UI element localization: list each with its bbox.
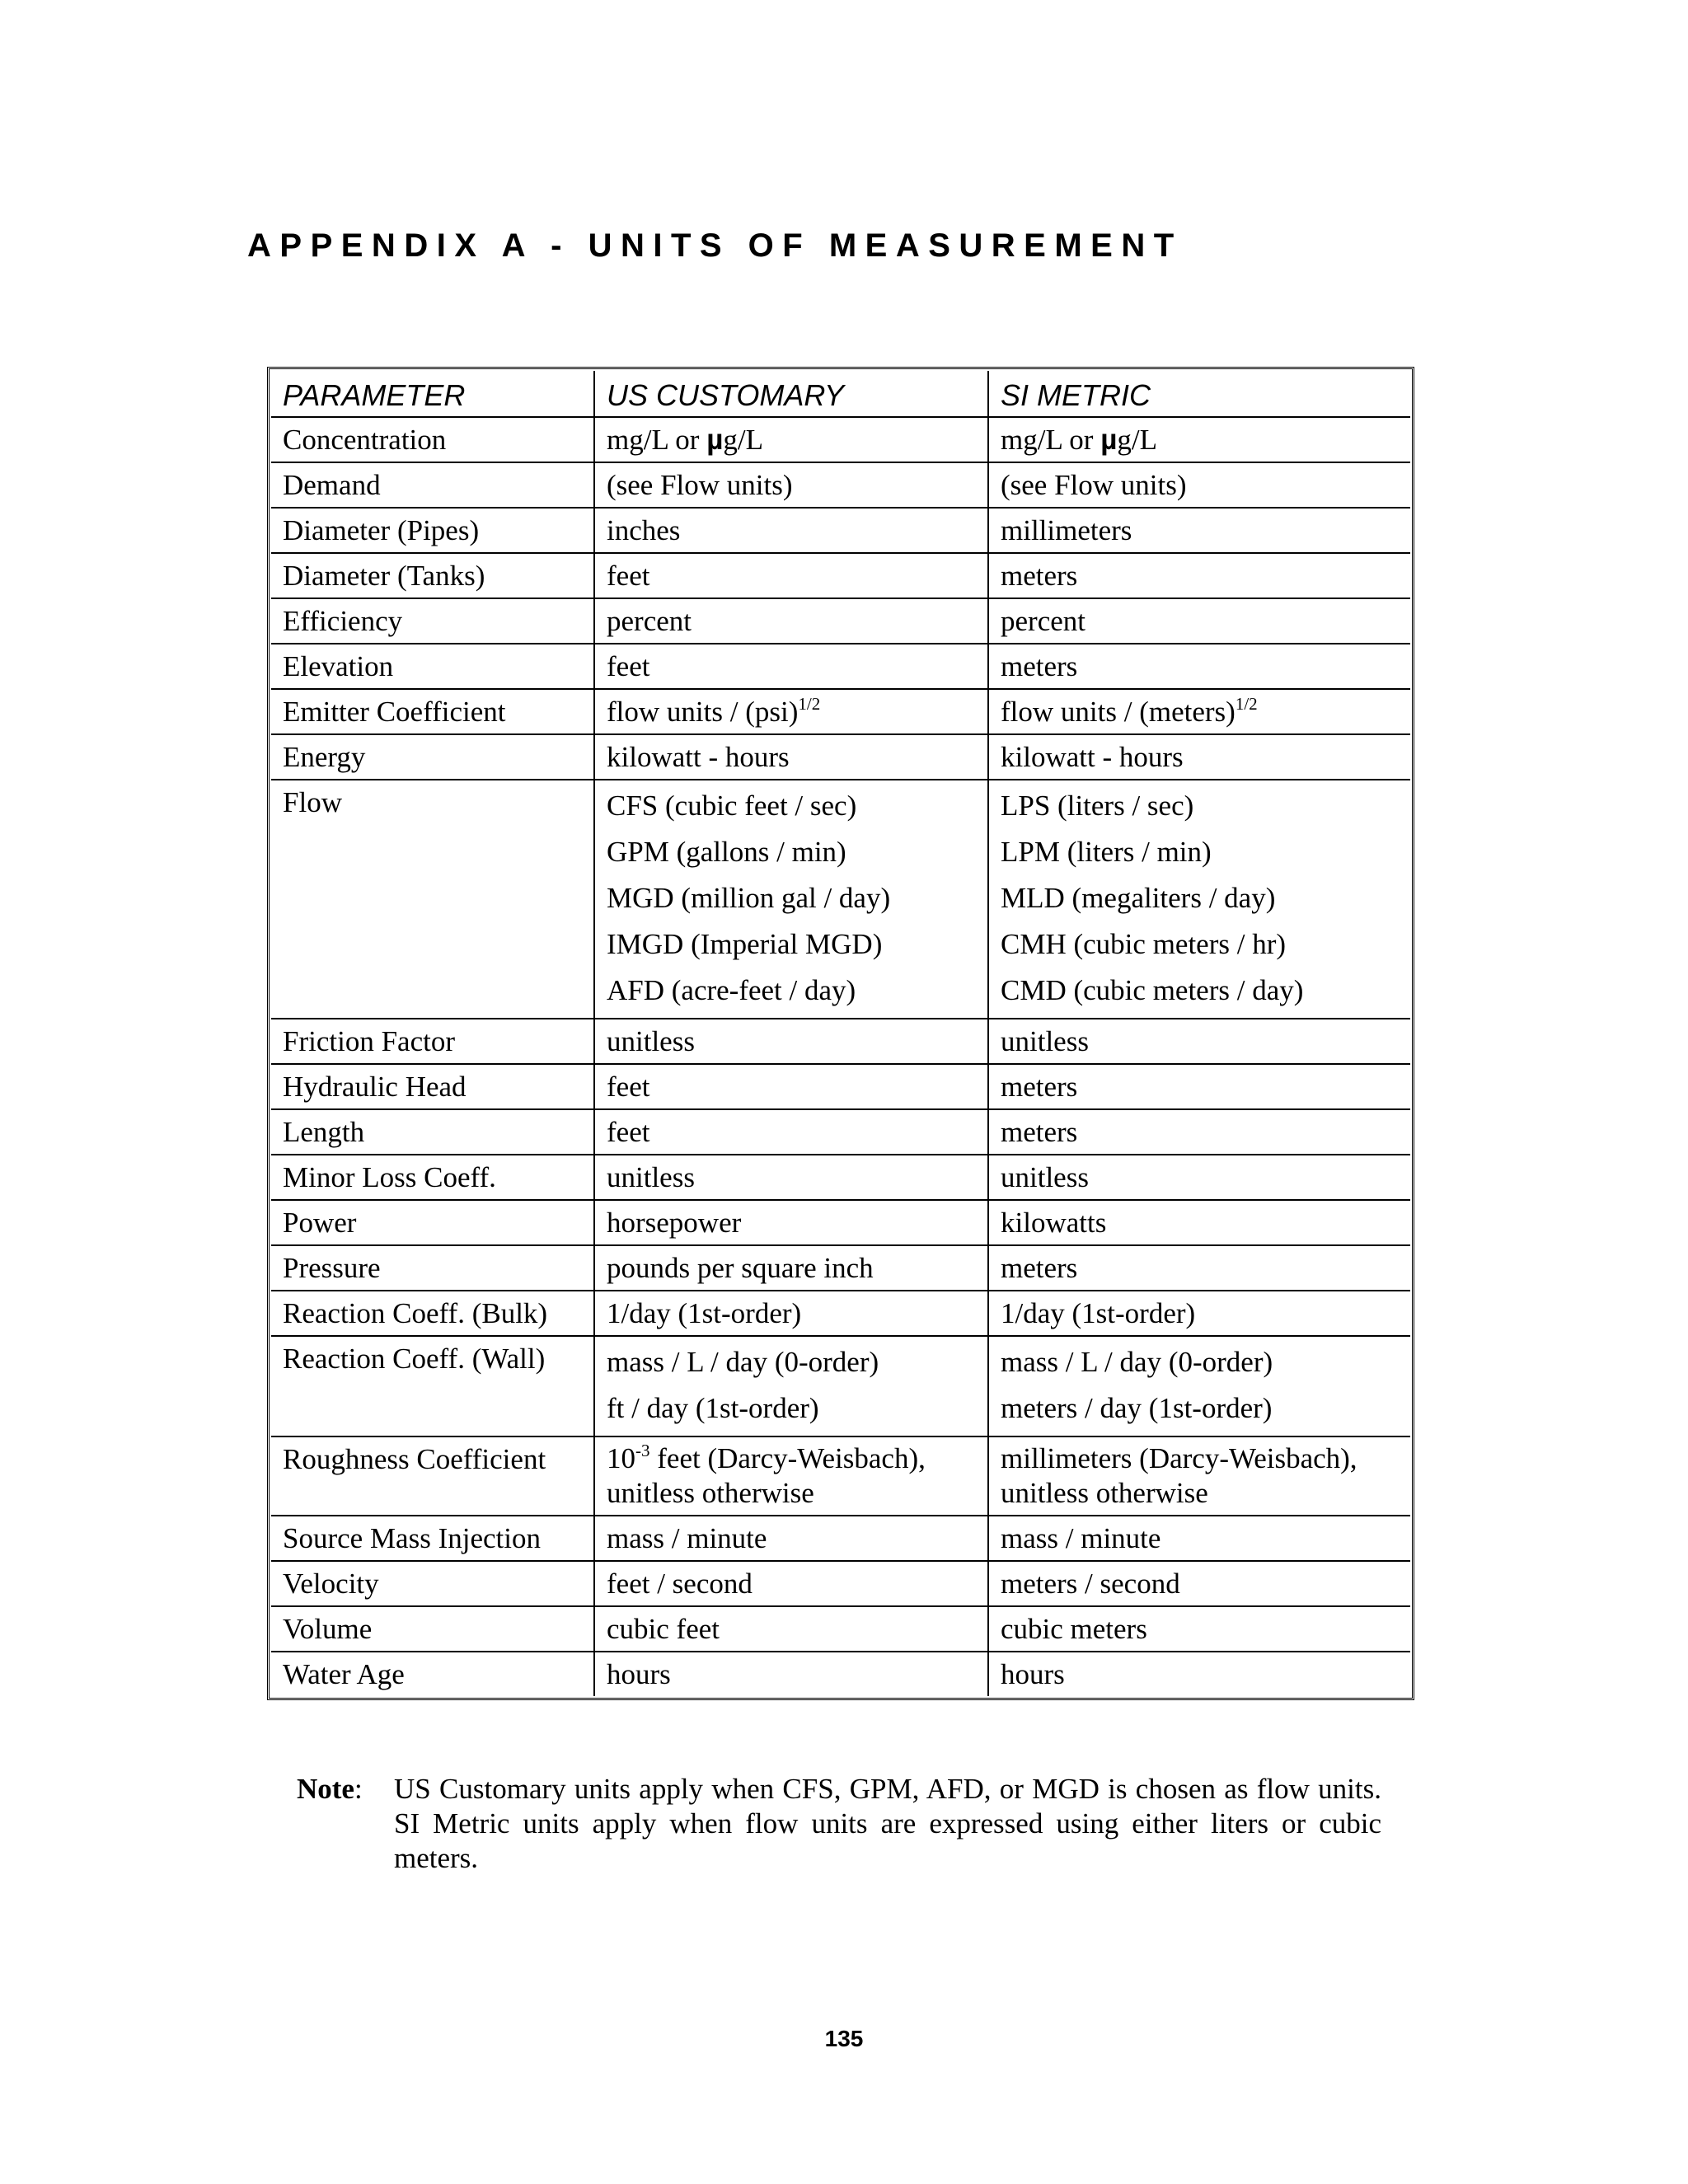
note-label	[297, 1772, 363, 1807]
parameter-cell: Diameter (Tanks)	[271, 553, 594, 598]
parameter-cell: Reaction Coeff. (Wall)	[271, 1336, 594, 1436]
table-header-row	[271, 371, 1410, 417]
us-cell: feet	[594, 1064, 988, 1109]
si-line: unitless otherwise	[1001, 1477, 1208, 1509]
si-line: meters / day (1st-order)	[1001, 1392, 1273, 1424]
parameter-cell: Concentration	[271, 417, 594, 462]
si-text: g/L	[1117, 424, 1157, 456]
us-cell	[594, 1336, 988, 1436]
si-line: LPS (liters / sec)	[1001, 790, 1194, 822]
note	[297, 1772, 1381, 1876]
parameter-cell: Demand	[271, 462, 594, 508]
table-row	[271, 1064, 1410, 1109]
si-line: millimeters (Darcy-Weisbach),	[1001, 1442, 1357, 1474]
parameter-cell: Volume	[271, 1606, 594, 1652]
parameter-cell: Pressure	[271, 1245, 594, 1291]
table-row	[271, 508, 1410, 553]
us-text: 10	[607, 1442, 635, 1474]
us-line: CFS (cubic feet / sec)	[607, 790, 857, 822]
us-text: flow units / (psi)	[607, 696, 799, 728]
table-row	[271, 1652, 1410, 1696]
header-us-customary: US CUSTOMARY	[594, 371, 988, 417]
si-cell: cubic meters	[988, 1606, 1410, 1652]
table-row	[271, 734, 1410, 780]
mu-symbol: µ	[706, 424, 724, 456]
si-cell: mass / minute	[988, 1516, 1410, 1561]
si-line: MLD (megaliters / day)	[1001, 882, 1276, 914]
parameter-cell: Power	[271, 1200, 594, 1245]
note-colon: :	[354, 1773, 363, 1805]
parameter-cell: Minor Loss Coeff.	[271, 1155, 594, 1200]
parameter-cell: Efficiency	[271, 598, 594, 644]
us-line: unitless otherwise	[607, 1477, 814, 1509]
table-row	[271, 1200, 1410, 1245]
table-row	[271, 1155, 1410, 1200]
header-parameter: PARAMETER	[271, 371, 594, 417]
us-line: GPM (gallons / min)	[607, 836, 846, 868]
table-row	[271, 417, 1410, 462]
us-cell: feet	[594, 553, 988, 598]
table-row	[271, 1606, 1410, 1652]
note-text: US Customary units apply when CFS, GPM, AFD, or MGD is chosen as flow units. SI Metric units apply when flow units are expressed using either liters or cubic meters.	[394, 1773, 1381, 1874]
us-cell: feet	[594, 644, 988, 689]
us-line: ft / day (1st-order)	[607, 1392, 819, 1424]
us-cell	[594, 780, 988, 1019]
si-cell: meters	[988, 553, 1410, 598]
si-cell: 1/day (1st-order)	[988, 1291, 1410, 1336]
us-cell: percent	[594, 598, 988, 644]
table-row	[271, 553, 1410, 598]
si-cell: meters	[988, 1109, 1410, 1155]
si-cell: unitless	[988, 1155, 1410, 1200]
si-cell: (see Flow units)	[988, 462, 1410, 508]
parameter-cell: Length	[271, 1109, 594, 1155]
si-cell	[988, 417, 1410, 462]
page-title: APPENDIX A - UNITS OF MEASUREMENT	[247, 227, 1183, 264]
si-line: LPM (liters / min)	[1001, 836, 1212, 868]
units-table-frame	[267, 367, 1414, 1700]
si-cell: meters	[988, 1245, 1410, 1291]
us-line: MGD (million gal / day)	[607, 882, 891, 914]
mu-symbol: µ	[1100, 424, 1118, 456]
us-cell: hours	[594, 1652, 988, 1696]
parameter-cell: Reaction Coeff. (Bulk)	[271, 1291, 594, 1336]
page-number: 135	[824, 2026, 864, 2051]
us-cell: inches	[594, 508, 988, 553]
parameter-cell: Elevation	[271, 644, 594, 689]
table-row	[271, 780, 1410, 1019]
table-row	[271, 689, 1410, 734]
si-line: mass / L / day (0-order)	[1001, 1346, 1273, 1378]
superscript: 1/2	[1235, 694, 1258, 714]
table-row	[271, 1436, 1410, 1516]
parameter-cell: Emitter Coefficient	[271, 689, 594, 734]
us-cell	[594, 417, 988, 462]
table-row	[271, 1019, 1410, 1064]
units-table	[271, 371, 1410, 1696]
si-cell: unitless	[988, 1019, 1410, 1064]
parameter-cell: Water Age	[271, 1652, 594, 1696]
table-row	[271, 1336, 1410, 1436]
si-cell	[988, 1436, 1410, 1516]
parameter-cell: Friction Factor	[271, 1019, 594, 1064]
si-cell	[988, 1336, 1410, 1436]
si-cell	[988, 689, 1410, 734]
si-cell: meters	[988, 1064, 1410, 1109]
us-cell	[594, 1436, 988, 1516]
us-text: g/L	[723, 424, 763, 456]
us-text: feet (Darcy-Weisbach),	[649, 1442, 926, 1474]
us-line: IMGD (Imperial MGD)	[607, 928, 883, 960]
table-row	[271, 1291, 1410, 1336]
si-line: CMD (cubic meters / day)	[1001, 974, 1304, 1006]
us-cell: unitless	[594, 1019, 988, 1064]
us-cell: 1/day (1st-order)	[594, 1291, 988, 1336]
us-cell	[594, 689, 988, 734]
parameter-cell: Velocity	[271, 1561, 594, 1606]
us-cell: feet	[594, 1109, 988, 1155]
si-cell	[988, 780, 1410, 1019]
us-cell: unitless	[594, 1155, 988, 1200]
si-cell: kilowatts	[988, 1200, 1410, 1245]
us-cell: (see Flow units)	[594, 462, 988, 508]
us-cell: horsepower	[594, 1200, 988, 1245]
parameter-cell: Energy	[271, 734, 594, 780]
si-text: flow units / (meters)	[1001, 696, 1236, 728]
si-line: CMH (cubic meters / hr)	[1001, 928, 1287, 960]
us-line: mass / L / day (0-order)	[607, 1346, 879, 1378]
header-si-metric: SI METRIC	[988, 371, 1410, 417]
table-row	[271, 598, 1410, 644]
us-cell: mass / minute	[594, 1516, 988, 1561]
table-row	[271, 1561, 1410, 1606]
us-text: mg/L or	[607, 424, 707, 456]
table-row	[271, 1245, 1410, 1291]
si-cell: kilowatt - hours	[988, 734, 1410, 780]
table-row	[271, 462, 1410, 508]
us-line	[607, 1441, 976, 1476]
us-line: AFD (acre-feet / day)	[607, 974, 856, 1006]
parameter-cell: Hydraulic Head	[271, 1064, 594, 1109]
si-cell: hours	[988, 1652, 1410, 1696]
si-text: mg/L or	[1001, 424, 1101, 456]
us-cell: pounds per square inch	[594, 1245, 988, 1291]
table-row	[271, 1516, 1410, 1561]
table-row	[271, 1109, 1410, 1155]
us-cell: cubic feet	[594, 1606, 988, 1652]
parameter-cell: Flow	[271, 780, 594, 1019]
parameter-cell: Roughness Coefficient	[271, 1436, 594, 1516]
si-cell: millimeters	[988, 508, 1410, 553]
superscript: 1/2	[798, 694, 821, 714]
superscript: -3	[635, 1441, 650, 1460]
us-cell: feet / second	[594, 1561, 988, 1606]
us-cell: kilowatt - hours	[594, 734, 988, 780]
note-label-text: Note	[297, 1773, 354, 1805]
si-cell: meters / second	[988, 1561, 1410, 1606]
si-cell: meters	[988, 644, 1410, 689]
parameter-cell: Diameter (Pipes)	[271, 508, 594, 553]
parameter-cell: Source Mass Injection	[271, 1516, 594, 1561]
si-cell: percent	[988, 598, 1410, 644]
table-row	[271, 644, 1410, 689]
